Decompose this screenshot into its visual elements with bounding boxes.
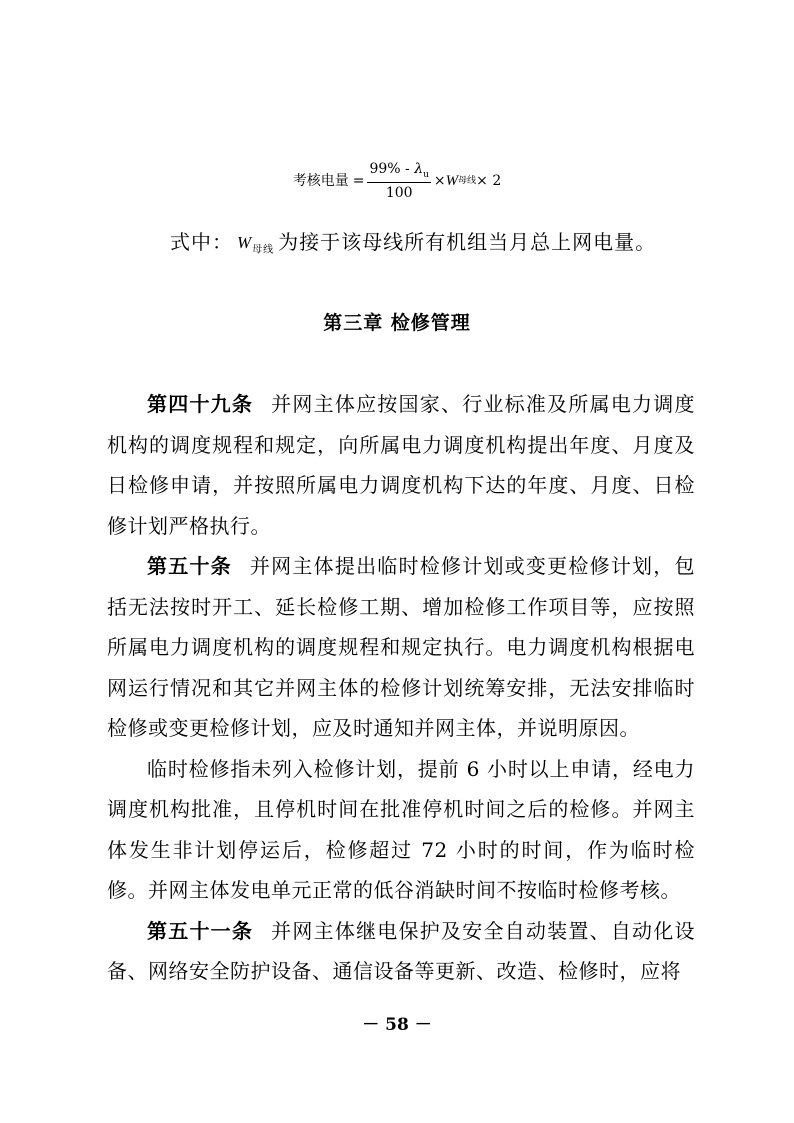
article-number: 第四十九条 bbox=[147, 392, 254, 416]
formula-lambda: λ bbox=[414, 160, 424, 177]
paragraph bbox=[107, 911, 695, 992]
definition-text: 为接于该母线所有机组当月总上网电量。 bbox=[278, 229, 657, 254]
page-number: － 58 － bbox=[362, 1015, 432, 1035]
formula-fraction bbox=[367, 162, 430, 201]
paragraph-text: 并网主体应按国家、行业标准及所属电力调度机构的调度规程和规定，向所属电力调度机构提出年度、月度及日检修申请，并按照所属电力调度机构下达的年度、月度、日检修计划严格执行。 bbox=[107, 392, 696, 538]
formula-lhs: 考核电量 bbox=[292, 173, 349, 189]
formula-denominator: 100 bbox=[385, 185, 413, 202]
definition-prefix: 式中： bbox=[170, 229, 233, 254]
paragraph-text: 并网主体提出临时检修计划或变更检修计划，包括无法按时开工、延长检修工期、增加检修工作项目等，应按照所属电力调度机构的调度规程和规定执行。电力调度机构根据电网运行情况和其它并网主体的检修计划统筹安排，无法安排临时检修或变更检修计划，应及时通知并网主体，并说明原因。 bbox=[107, 554, 696, 740]
formula-lambda-sub: u bbox=[423, 169, 429, 180]
formula-w-sub: 母线 bbox=[458, 175, 477, 186]
formula-times-1: × bbox=[433, 173, 446, 189]
formula-times-2: × 2 bbox=[476, 173, 502, 189]
paragraph bbox=[107, 546, 695, 749]
formula-definition bbox=[170, 222, 656, 258]
formula-numerator bbox=[367, 162, 430, 184]
paragraph bbox=[107, 749, 695, 911]
definition-w-symbol bbox=[237, 233, 274, 255]
paragraph-text: 并网主体继电保护及安全自动装置、自动化设备、网络安全防护设备、通信设备等更新、改造、检修时，应将 bbox=[107, 918, 696, 983]
definition-w-sub: 母线 bbox=[252, 244, 275, 256]
formula-equals: = bbox=[352, 173, 365, 189]
definition-w-letter: W bbox=[237, 232, 253, 252]
body-text bbox=[107, 384, 695, 992]
article-number: 第五十一条 bbox=[147, 918, 254, 943]
paragraph-text: 临时检修指未列入检修计划，提前 6 小时以上申请，经电力调度机构批准，且停机时间在批准停机时间之后的检修。并网主体发生非计划停运后，检修超过 72 小时的时间，作为临时检修。并网主体发电单元正常的低谷消缺时间不按临时检修考核。 bbox=[107, 756, 695, 902]
chapter-title: 第三章 检修管理 bbox=[323, 312, 471, 334]
assessment-formula bbox=[0, 156, 794, 206]
article-number: 第五十条 bbox=[147, 554, 232, 578]
formula-numerator-text: 99% - bbox=[369, 160, 415, 177]
paragraph bbox=[107, 384, 695, 546]
formula-w-symbol: W bbox=[445, 172, 459, 189]
